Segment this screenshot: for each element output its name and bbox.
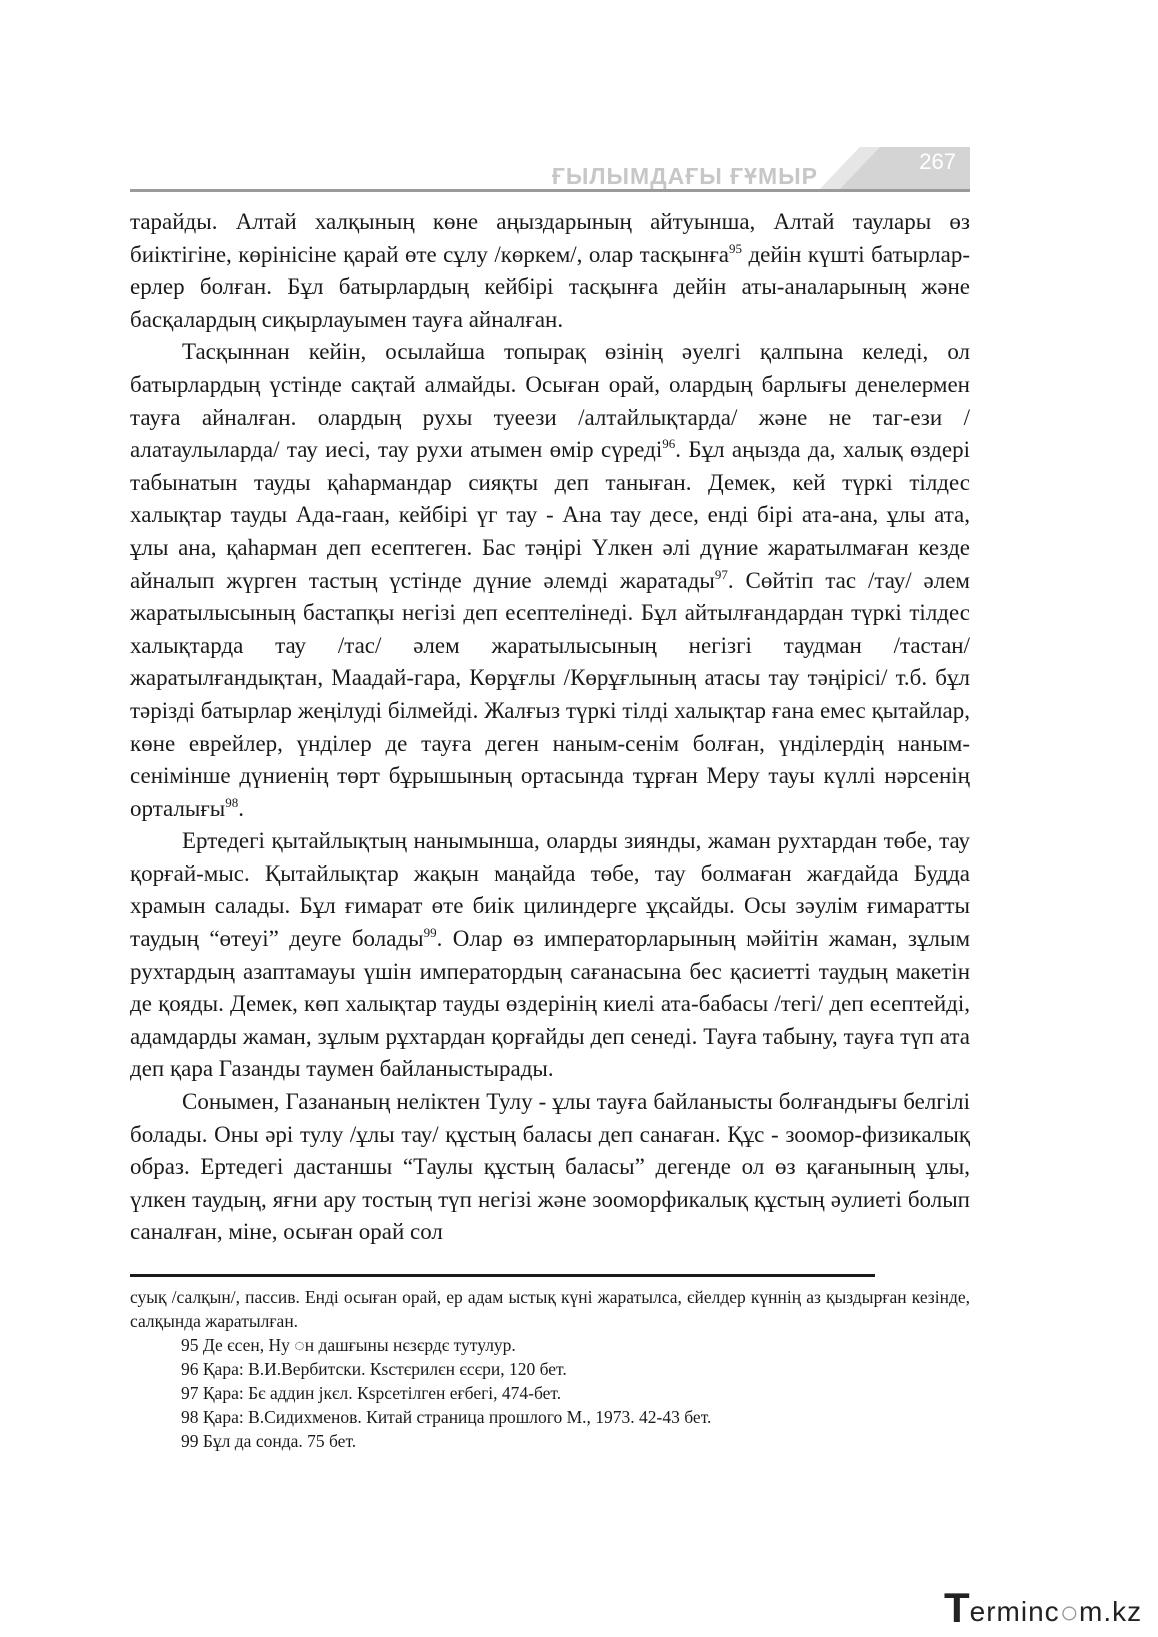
footnote-separator (130, 1274, 875, 1277)
text-run: Тасқыннан кейін, осылайша топырақ өзінің әуелгі қалпына келеді, ол батырлардың үстінде сақтай алмайды. Осыған орай, олардың барлығы денелермен тауға айналған. олардың рухы туеези /алтайлықтарда/ және не таг-ези /алатаулыларда/ тау иесі, тау рухи атымен өмір сүреді (130, 339, 970, 463)
logo-first-letter: T (944, 1584, 970, 1631)
text-run: . Олар өз императорларының мәйітін жаман, зұлым рухтардың азаптамауы үшін императордың сағанасына бес қасиетті таудың макетін де қояды. Демек, көп халықтар тауды өздерінің киелі ата-бабасы /тегі/ деп есептейді, адамдарды жаман, зұлым рұхтардан қорғайды деп сенеді. Тауға табыну, тауға түп ата деп қара Газанды таумен байланыстырады. (130, 926, 970, 1082)
text-run: . (238, 795, 245, 821)
footnote-marker: 99 (423, 925, 437, 941)
footnote-marker: 97 (714, 566, 728, 582)
logo-domain: m.kz (1079, 1596, 1143, 1627)
text-run: дейін күшті батырлар-ерлер болған. Бұл батырлардың кейбірі тасқынға дейін аты-аналарының және басқалардың сиқырлауымен тауға айналған. (130, 241, 970, 332)
footnote-marker: 98 (225, 794, 239, 810)
running-header (130, 148, 970, 196)
footnote-marker: 96 (662, 436, 676, 452)
footnote-item: 99 Бұл да сонда. 75 бет. (181, 1431, 357, 1451)
paragraph (130, 336, 970, 825)
logo-text: erminc (969, 1596, 1060, 1627)
text-run: . Сөйтіп тас /тау/ әлем жаратылысының бастапқы негізі деп есептелінеді. Бұл айтылғандардан түркі тілдес халықтарда тау /тас/ әлем жаратылысының негізгі таудман /тастан/ жаратылғандықтан, Маадай-гара, Көрұғлы /Көрұғлының атасы тау тәңірісі/ т.б. бұл тәрізді батырлар жеңілуді білмейді. Жалғыз түркі тілді халықтар ғана емес қытайлар, көне еврейлер, үнділер де тауға деген наным-сенім болған, үнділердің наным-сенімінше дүниенің төрт бұрышының ортасында тұрған Меру тауы күллі нәрсенің орталығы (130, 567, 970, 821)
footnote-continuation: суық /салқын/, пассив. Енді осыған орай, ер адам ыстық күні жаратылса, єйелдер күннің аз қыздырған кезінде, салқында жаратылған. (130, 1287, 970, 1331)
paragraph (130, 206, 970, 336)
page-number: 267 (919, 149, 956, 174)
main-text (130, 206, 970, 1249)
text-run: тарайды. Алтай халқының көне аңыздарының айтуынша, Алтай таулары өз биіктігіне, көрінісіне қарай өте сұлу /көркем/, олар тасқынға (130, 209, 970, 267)
site-watermark-logo (944, 1584, 1143, 1631)
text-run: Сонымен, Газананың неліктен Тулу - ұлы тауға байланысты болғандығы белгілі болады. Оны әрі тулу /ұлы тау/ құстың баласы деп санаған. Құс - зоомор-физикалық образ. Ертедегі дастаншы “Таулы құстың баласы” дегенде ол өз қағанының ұлы, үлкен таудың, яғни ару тостың түп негізі және зооморфикалық құстың әулиеті болып саналған, міне, осыған орай сол (130, 1089, 970, 1245)
footnote-marker: 95 (729, 240, 743, 256)
page-number-tab (820, 147, 970, 189)
paragraph (130, 1086, 970, 1249)
text-run: . Бұл аңызда да, халық өздері табынатын тауды қаһармандар сияқты деп таныған. Демек, кей түркі тілдес халықтар тауды Ада-гаан, кейбірі үг тау - Ана тау десе, енді бірі ата-ана, ұлы ата, ұлы ана, қаһарман деп есептеген. Бас тәңірі Үлкен әлі дүние жаратылмаған кезде айналып жүрген тастың үстінде дүние әлемді жаратады (130, 437, 970, 593)
footnote-item: 98 Қара: В.Сидихменов. Китай страница прошлого М., 1973. 42-43 бет. (181, 1407, 712, 1427)
header-rule (130, 189, 970, 192)
text-run: Ертедегі қытайлықтың нанымынша, оларды зиянды, жаман рухтардан төбе, тау қорғай-мыс. Қытайлықтар жақын маңайда төбе, тау болмаған жағдайда Будда храмын салады. Бұл ғимарат өте биік цилиндерге ұқсайды. Осы зәулім ғимаратты таудың “өтеуі” деуге болады (130, 828, 970, 952)
book-title: ҒЫЛЫМДАҒЫ ҒҰМЫР (551, 163, 818, 189)
paragraph (130, 825, 970, 1086)
footnote-item: 97 Қара: Бє аддин jкєл. Кsрсетілген еғбегі, 474-бет. (181, 1383, 562, 1403)
logo-circle: ○ (1059, 1594, 1079, 1630)
footnote-item: 96 Қара: В.И.Вербитски. Кsстєрилєн єсєри, 120 бет. (181, 1359, 567, 1379)
footnotes (130, 1285, 970, 1453)
footnote-item: 95 Де єсен, Ну ◌н дашғыны нєзєрдє тутулур. (181, 1335, 516, 1355)
